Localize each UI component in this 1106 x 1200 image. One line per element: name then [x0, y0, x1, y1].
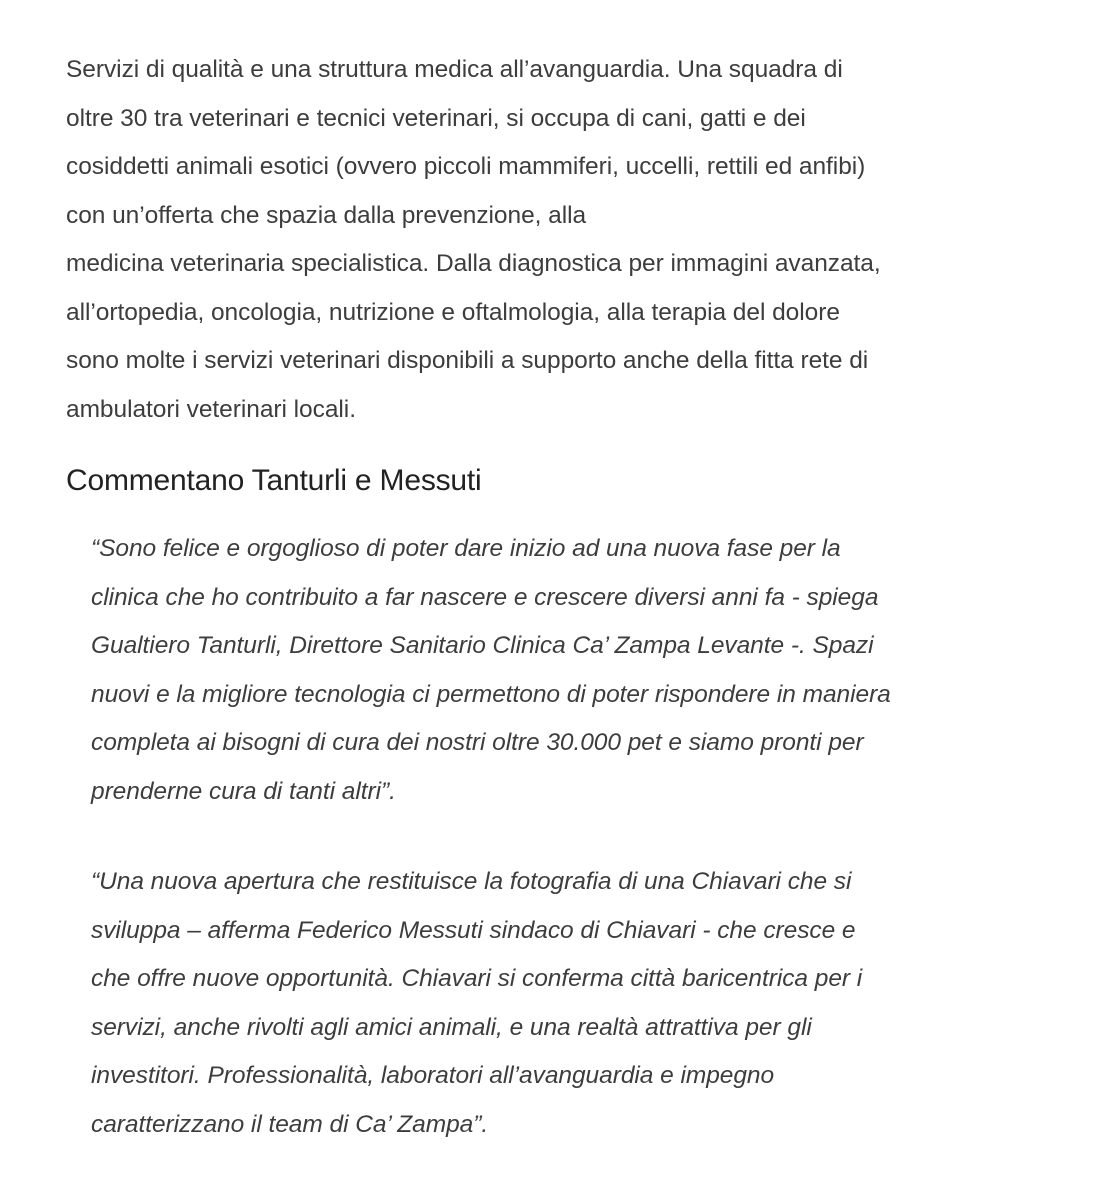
quote-line: che offre nuove opportunità. Chiavari si conferma città baricentrica per i	[91, 965, 863, 992]
quote-line: “Sono felice e orgoglioso di poter dare inizio ad una nuova fase per la	[91, 535, 841, 562]
intro-line: all’ortopedia, oncologia, nutrizione e oftalmologia, alla terapia del dolore	[66, 298, 840, 326]
quote-line: clinica che ho contribuito a far nascere e crescere diversi anni fa - spiega	[91, 583, 879, 611]
quote-line: Gualtiero Tanturli, Direttore Sanitario Clinica Ca’ Zampa Levante -. Spazi	[91, 632, 874, 659]
quote-line: sviluppa – afferma Federico Messuti sindaco di Chiavari - che cresce e	[91, 916, 856, 944]
quote-messuti	[91, 858, 1066, 1149]
intro-line: oltre 30 tra veterinari e tecnici veterinari, si occupa di cani, gatti e dei	[66, 104, 806, 132]
quote-line: “Una nuova apertura che restituisce la fotografia di una Chiavari che si	[91, 868, 852, 895]
intro-line: sono molte i servizi veterinari disponibili a supporto anche della fitta rete di	[66, 347, 869, 374]
intro-line: medicina veterinaria specialistica. Dalla diagnostica per immagini avanzata,	[66, 250, 881, 277]
intro-line: Servizi di qualità e una struttura medica all’avanguardia. Una squadra di	[66, 56, 843, 83]
intro-line: ambulatori veterinari locali.	[66, 395, 356, 423]
quote-line: investitori. Professionalità, laboratori all’avanguardia e impegno	[91, 1062, 775, 1089]
quote-line: prenderne cura di tanti altri”.	[91, 777, 396, 805]
intro-paragraph	[66, 46, 1066, 434]
section-heading: Commentano Tanturli e Messuti	[66, 464, 482, 497]
quote-line: caratterizzano il team di Ca’ Zampa”.	[91, 1110, 489, 1138]
intro-line: con un’offerta che spazia dalla prevenzione, alla	[66, 201, 587, 229]
quote-line: servizi, anche rivolti agli amici animali, e una realtà attrattiva per gli	[91, 1013, 812, 1041]
quote-line: nuovi e la migliore tecnologia ci permettono di poter rispondere in maniera	[91, 680, 891, 708]
quote-line: completa ai bisogni di cura dei nostri oltre 30.000 pet e siamo pronti per	[91, 729, 864, 756]
article-body	[66, 46, 1066, 1149]
intro-line: cosiddetti animali esotici (ovvero piccoli mammiferi, uccelli, rettili ed anfibi)	[66, 153, 866, 180]
quote-tanturli	[91, 525, 1066, 816]
